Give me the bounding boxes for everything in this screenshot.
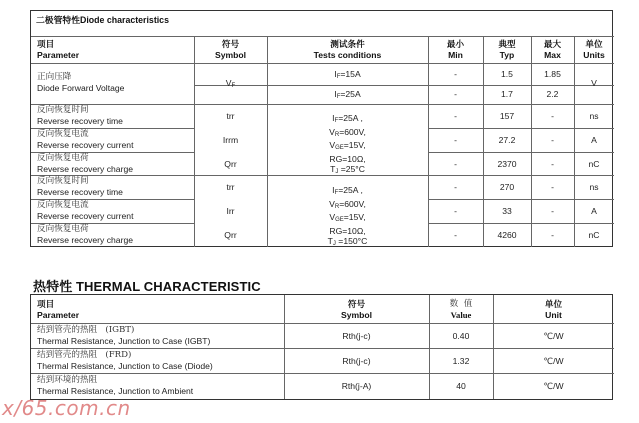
header-symbol-en: Symbol	[340, 310, 373, 320]
divider	[31, 323, 614, 324]
min-cell: -	[454, 230, 457, 240]
header-max-cn: 最大	[543, 39, 562, 49]
divider	[428, 199, 614, 200]
unit-cell: A	[591, 135, 597, 145]
symbol-cell: trr	[226, 111, 235, 121]
header-value-cn: 数 值	[449, 299, 473, 309]
divider	[428, 152, 614, 153]
param-label-cn: 结到环境的热阻	[37, 375, 98, 385]
min-cell: -	[454, 159, 457, 169]
header-value-en: Value	[450, 310, 472, 320]
symbol-cell: trr	[226, 182, 235, 192]
symbol-cell: $V_F$	[225, 78, 236, 89]
param-label-en: Diode Forward Voltage	[37, 83, 125, 93]
thermal-section-heading: 热特性 THERMAL CHARACTERISTIC	[33, 279, 261, 294]
param-label-en: Reverse recovery charge	[37, 164, 134, 174]
symbol-cell: Rth(j-c)	[342, 331, 371, 341]
test-conditions-25c: $I_F=25A$ , $V_R=600V$, $V_{GE}=15V$, RG=10Ω, $T_J =25^\circ C$	[329, 113, 366, 175]
min-cell: -	[454, 89, 457, 99]
max-cell: -	[551, 111, 554, 121]
param-label-cn: 反向恢复电荷	[37, 153, 89, 163]
param-label-en: Reverse recovery time	[37, 187, 123, 197]
param-label-en: Thermal Resistance, Junction to Case (Diode)	[37, 361, 213, 371]
header-symbol-cn: 符号	[347, 299, 366, 309]
divider	[31, 36, 614, 37]
max-cell: -	[551, 206, 554, 216]
min-cell: -	[454, 111, 457, 121]
param-label-cn: 反向恢复时间	[37, 105, 89, 115]
diode-table-title: 二极管特性Diode characteristics	[36, 15, 169, 25]
symbol-cell: Rth(j-c)	[342, 356, 371, 366]
header-units-cn: 单位	[585, 39, 603, 49]
header-units-en: Units	[583, 50, 605, 60]
header-typ-cn: 典型	[498, 39, 516, 49]
param-label-en: Thermal Resistance, Junction to Ambient	[37, 386, 194, 396]
value-cell: 0.40	[452, 331, 470, 341]
header-parameter-cn: 项目	[37, 299, 55, 309]
unit-cell: ℃/W	[543, 331, 564, 341]
divider	[428, 223, 614, 224]
test-conditions-150c: $I_F=25A$ , $V_R=600V$, $V_{GE}=15V$, RG=10Ω, $T_J =150^\circ C$	[327, 185, 368, 247]
max-cell: 1.85	[544, 69, 561, 79]
typ-cell: 157	[499, 111, 515, 121]
param-label-cn: 反向恢复电流	[37, 200, 89, 210]
header-conditions-cn: 测试条件	[330, 39, 365, 49]
max-cell: -	[551, 135, 554, 145]
unit-cell: ℃/W	[543, 381, 564, 391]
header-unit-cn: 单位	[544, 299, 563, 309]
value-cell: 1.32	[452, 356, 470, 366]
watermark: x/65.com.cn	[2, 396, 131, 420]
diode-characteristics-table	[30, 10, 613, 247]
divider	[31, 63, 614, 64]
max-cell: -	[551, 230, 554, 240]
max-cell: -	[551, 182, 554, 192]
thermal-characteristic-table	[30, 294, 613, 400]
divider	[31, 104, 614, 105]
param-label-cn: 正向压降	[37, 72, 72, 82]
min-cell: -	[454, 206, 457, 216]
typ-cell: 1.5	[501, 69, 513, 79]
header-parameter-en: Parameter	[37, 50, 80, 60]
unit-cell: ℃/W	[543, 356, 564, 366]
symbol-cell: Qrr	[224, 230, 237, 240]
unit-cell: ns	[589, 182, 599, 192]
header-unit-en: Unit	[545, 310, 562, 320]
typ-cell: 1.7	[501, 89, 513, 99]
header-parameter-cn: 项目	[37, 39, 55, 49]
typ-cell: 33	[502, 206, 512, 216]
header-typ-en: Typ	[499, 50, 515, 60]
param-label-cn: 结到管壳的热阻 (FRD)	[37, 350, 132, 360]
symbol-cell: Irrm	[222, 135, 239, 145]
typ-cell: 270	[499, 182, 515, 192]
min-cell: -	[454, 135, 457, 145]
header-parameter-en: Parameter	[37, 310, 80, 320]
param-label-cn: 反向恢复电流	[37, 129, 89, 139]
symbol-cell: Qrr	[224, 159, 237, 169]
header-symbol-cn: 符号	[221, 39, 240, 49]
divider	[31, 373, 614, 374]
max-cell: 2.2	[546, 89, 559, 99]
param-label-cn: 反向恢复电荷	[37, 224, 89, 234]
param-label-cn: 结到管壳的热阻 (IGBT)	[37, 325, 135, 335]
unit-cell: A	[591, 206, 597, 216]
header-min-cn: 最小	[446, 39, 465, 49]
param-label-en: Reverse recovery charge	[37, 235, 134, 245]
param-label-en: Thermal Resistance, Junction to Case (IGBT)	[37, 336, 211, 346]
header-conditions-en: Tests conditions	[313, 50, 382, 60]
symbol-cell: Irr	[226, 206, 235, 216]
unit-cell: ns	[589, 111, 599, 121]
typ-cell: 27.2	[498, 135, 516, 145]
unit-cell: V	[591, 78, 597, 88]
min-cell: -	[454, 69, 457, 79]
min-cell: -	[454, 182, 457, 192]
header-symbol-en: Symbol	[214, 50, 247, 60]
header-min-en: Min	[448, 50, 463, 60]
divider	[31, 348, 614, 349]
unit-cell: nC	[588, 159, 600, 169]
param-label-en: Reverse recovery current	[37, 211, 134, 221]
param-label-en: Reverse recovery time	[37, 116, 123, 126]
condition-cell: $I_F=15A$	[334, 69, 361, 80]
unit-cell: nC	[588, 230, 600, 240]
typ-cell: 2370	[497, 159, 517, 169]
typ-cell: 4260	[497, 230, 517, 240]
value-cell: 40	[456, 381, 466, 391]
condition-cell: $I_F=25A$	[334, 89, 361, 100]
divider	[428, 128, 614, 129]
max-cell: -	[551, 159, 554, 169]
header-max-en: Max	[544, 50, 561, 60]
param-label-en: Reverse recovery current	[37, 140, 134, 150]
param-label-cn: 反向恢复时间	[37, 176, 89, 186]
symbol-cell: Rth(j-A)	[341, 381, 372, 391]
